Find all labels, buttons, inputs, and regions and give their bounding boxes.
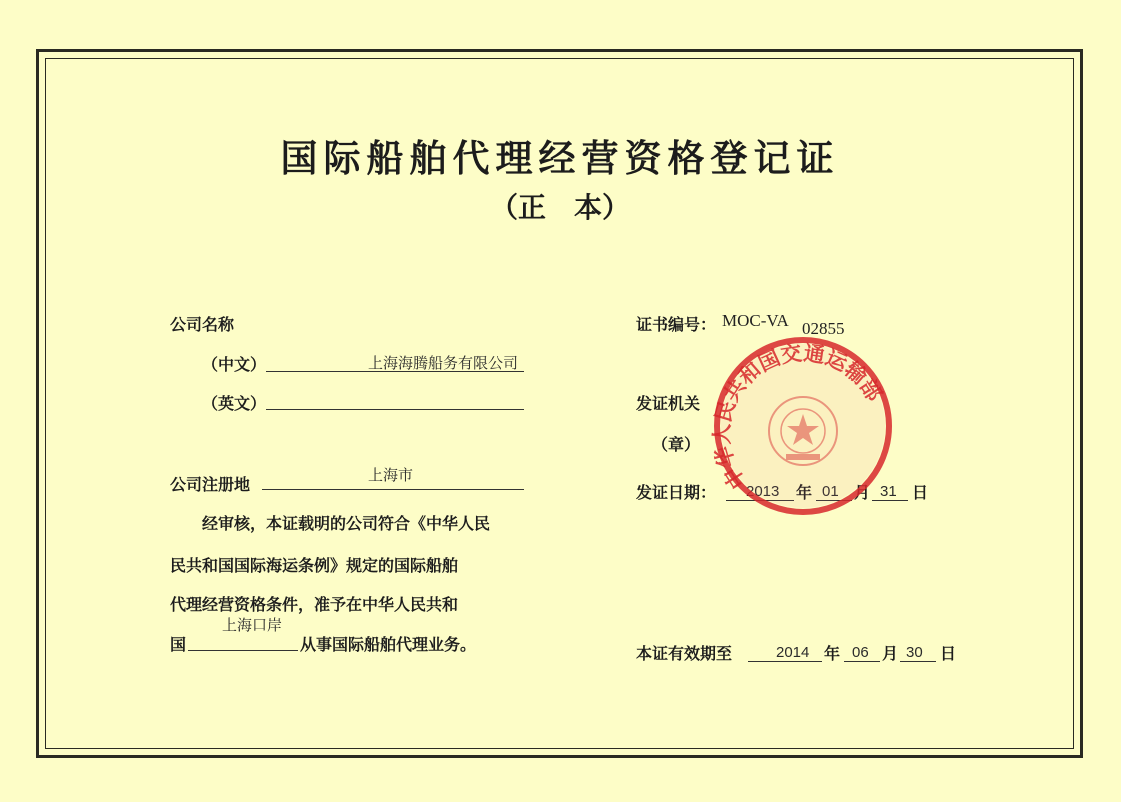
valid-month-underline [844, 661, 880, 662]
chinese-name-label: （中文） [202, 355, 267, 374]
statement-line-3: 代理经营资格条件，准予在中华人民共和 [170, 595, 459, 614]
svg-text:中华人民共和国交通运输部: 中华人民共和国交通运输部 [708, 339, 888, 494]
english-name-label: （英文） [202, 394, 267, 413]
issue-date-label: 发证日期： [636, 483, 717, 502]
valid-year: 2014 [776, 644, 810, 661]
issue-day: 31 [880, 483, 897, 500]
valid-year-char: 年 [824, 644, 841, 663]
certificate-subtitle: （正 本） [489, 191, 630, 224]
valid-year-underline [748, 661, 822, 662]
valid-day-char: 日 [940, 644, 957, 663]
cert-no-label: 证书编号： [636, 315, 717, 334]
valid-until-label: 本证有效期至 [636, 644, 733, 663]
statement-line-2: 民共和国国际海运条例》规定的国际船舶 [170, 556, 459, 575]
port-underline [188, 650, 298, 651]
cert-no-prefix: MOC-VA [722, 311, 789, 330]
registered-place-value: 上海市 [368, 467, 414, 484]
issue-month: 01 [822, 483, 839, 500]
seal-label: （章） [652, 435, 701, 454]
valid-month: 06 [852, 644, 869, 661]
valid-day: 30 [906, 644, 923, 661]
certificate-title: 国际船舶代理经营资格登记证 [280, 136, 840, 180]
issue-day-char: 日 [912, 483, 929, 502]
english-name-underline [266, 409, 524, 410]
registered-place-underline [262, 489, 524, 490]
chinese-name-underline [266, 371, 524, 372]
statement-line-4-prefix: 国 [170, 635, 187, 654]
statement-line-4-suffix: 从事国际船舶代理业务。 [300, 635, 477, 654]
registered-place-label: 公司注册地 [170, 475, 251, 494]
issue-year-char: 年 [796, 483, 813, 502]
valid-day-underline [900, 661, 936, 662]
valid-month-char: 月 [882, 644, 899, 663]
cert-no-value: 02855 [802, 319, 845, 338]
statement-line-1: 经审核，本证载明的公司符合《中华人民 [202, 514, 491, 533]
port-value: 上海口岸 [222, 617, 283, 634]
issue-month-char: 月 [854, 483, 871, 502]
issue-year: 2013 [746, 483, 780, 500]
chinese-name-value: 上海海腾船务有限公司 [368, 355, 519, 372]
official-seal [708, 326, 896, 526]
issuer-label: 发证机关 [636, 394, 701, 413]
company-name-label: 公司名称 [170, 315, 235, 334]
